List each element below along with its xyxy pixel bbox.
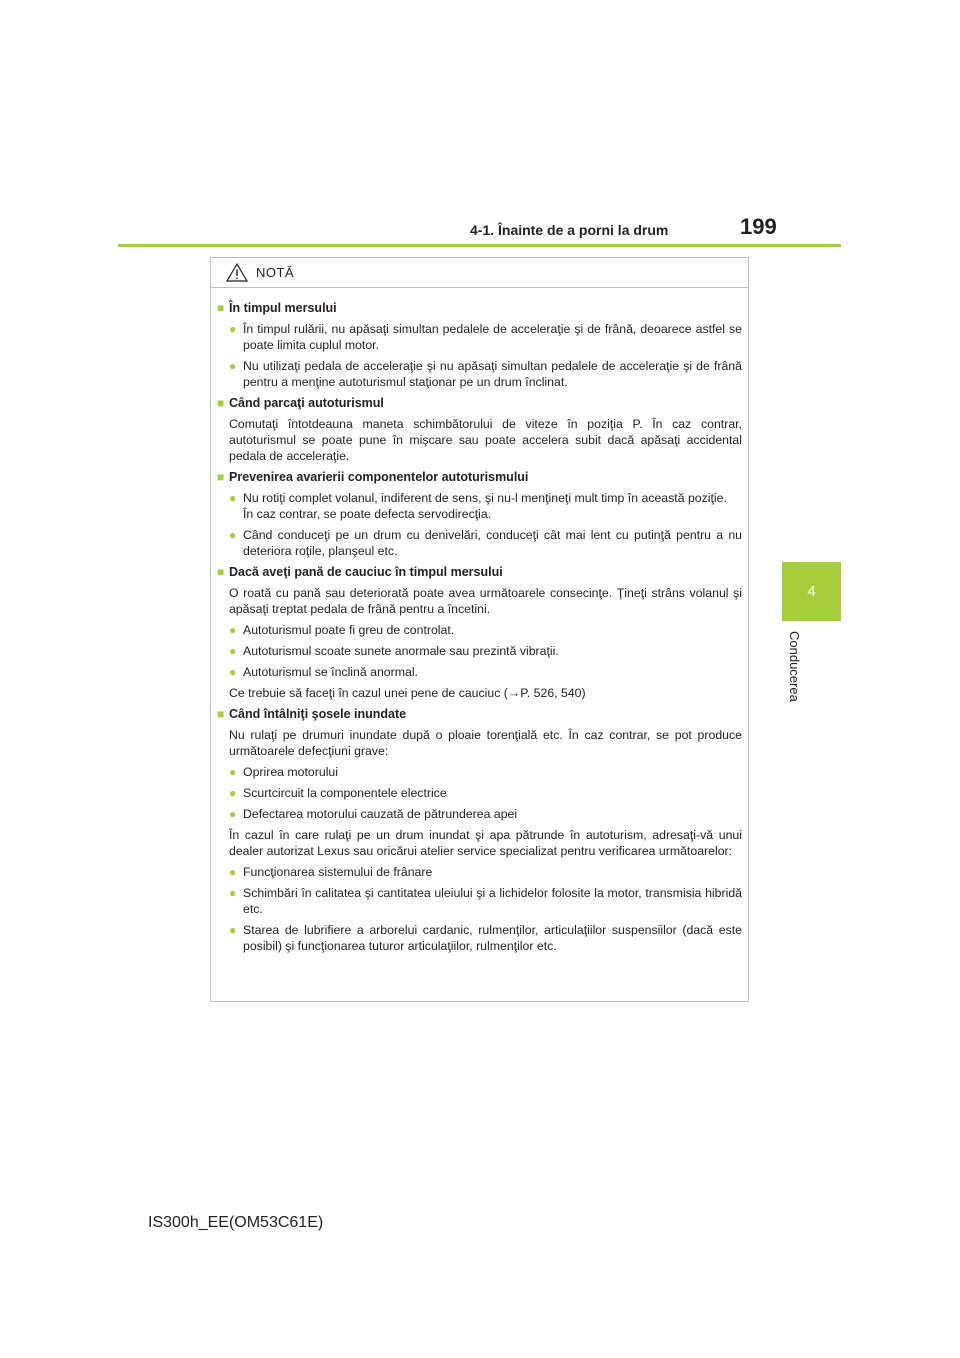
note-header	[211, 258, 748, 288]
list-item-text: Autoturismul se înclină anormal.	[243, 665, 418, 679]
paragraph: În cazul în care rulaţi pe un drum inundat şi apa pătrunde în autoturism, adresaţi-vă unui dealer autorizat Lexus sau oricărui atelier service specializat pentru verificarea următoarelor:	[229, 828, 742, 858]
paragraph: Nu rulaţi pe drumuri inundate după o ploaie torenţială etc. În caz contrar, se pot produce următoarele defecţiuni grave:	[229, 728, 742, 758]
warning-triangle-icon	[226, 263, 248, 282]
section-flooded-roads	[217, 706, 742, 954]
section-heading	[217, 300, 742, 316]
section-title: În timpul mersului	[229, 301, 337, 315]
note-body	[211, 288, 748, 954]
section-parking	[217, 395, 742, 464]
section-flat-tire	[217, 564, 742, 701]
bullet-dot-icon: ●	[229, 623, 237, 637]
list-item	[217, 643, 742, 659]
list-item	[217, 864, 742, 880]
chapter-number: 4	[807, 583, 816, 600]
list-item-text: În timpul rulării, nu apăsaţi simultan pedalele de acceleraţie şi de frână, deoarece astfel se poate limita cuplul motor.	[243, 322, 742, 352]
bullet-dot-icon: ●	[229, 807, 237, 821]
list-item	[217, 321, 742, 353]
bullet-dot-icon: ●	[229, 359, 237, 373]
list-item	[217, 664, 742, 680]
footer-manual-code: IS300h_EE(OM53C61E)	[148, 1214, 324, 1231]
section-heading	[217, 469, 742, 485]
list-item	[217, 490, 742, 522]
list-item	[217, 622, 742, 638]
bullet-dot-icon: ●	[229, 491, 237, 505]
section-title: Când întâlniţi şosele inundate	[229, 707, 407, 721]
section-while-driving	[217, 300, 742, 390]
page-number: 199	[740, 214, 777, 239]
list-item-text: Starea de lubrifiere a arborelui cardanic, rulmenţilor, articulaţiilor suspensiilor (dacă este posibil) şi funcţionarea tuturor articulaţiilor, rulmenţilor etc.	[243, 923, 742, 953]
header-rule	[118, 244, 841, 247]
note-title: NOTĂ	[256, 265, 295, 280]
list-item-text: Oprirea motorului	[243, 765, 338, 779]
bullet-dot-icon: ●	[229, 528, 237, 542]
bullet-dot-icon: ●	[229, 765, 237, 779]
chapter-label: Conducerea	[787, 631, 802, 702]
list-item-text	[243, 490, 742, 522]
list-item-line: Nu rotiţi complet volanul, indiferent de sens, şi nu-l menţineţi mult timp în această poziţie.	[243, 491, 727, 505]
section-heading	[217, 706, 742, 722]
square-bullet-icon: ■	[217, 301, 225, 315]
section-heading	[217, 395, 742, 411]
list-item-text: Când conduceţi pe un drum cu denivelări, conduceţi cât mai lent cu putinţă pentru a nu deteriora roţile, planşeul etc.	[243, 528, 742, 558]
list-item-text: Autoturismul poate fi greu de controlat.	[243, 623, 455, 637]
bullet-dot-icon: ●	[229, 886, 237, 900]
list-item	[217, 785, 742, 801]
list-item-text: Nu utilizaţi pedala de acceleraţie şi nu apăsaţi simultan pedalele de acceleraţie şi de frână pentru a menţine autoturismul staţionar pe un drum înclinat.	[243, 359, 742, 389]
section-title: Prevenirea avarierii componentelor autoturismului	[229, 470, 529, 484]
list-item-text: Scurtcircuit la componentele electrice	[243, 786, 447, 800]
paragraph: O roată cu pană sau deteriorată poate avea următoarele consecinţe. Ţineţi strâns volanul şi apăsaţi treptat pedala de frână pentru a încetini.	[229, 586, 742, 616]
list-item-text: Schimbări în calitatea şi cantitatea uleiului şi a lichidelor folosite la motor, transmisia hibridă etc.	[243, 886, 742, 916]
section-prevent-damage	[217, 469, 742, 559]
page-reference: Ce trebuie să faceţi în cazul unei pene de cauciuc (→P. 526, 540)	[229, 686, 586, 700]
list-item-line: În caz contrar, se poate defecta servodirecţia.	[243, 507, 492, 521]
list-item	[217, 358, 742, 390]
bullet-dot-icon: ●	[229, 786, 237, 800]
list-item	[217, 527, 742, 559]
bullet-dot-icon: ●	[229, 322, 237, 336]
list-item-text: Defectarea motorului cauzată de pătrunderea apei	[243, 807, 518, 821]
square-bullet-icon: ■	[217, 707, 225, 721]
bullet-dot-icon: ●	[229, 923, 237, 937]
chapter-tab	[782, 562, 841, 621]
square-bullet-icon: ■	[217, 470, 225, 484]
list-item	[217, 764, 742, 780]
section-heading	[217, 564, 742, 580]
square-bullet-icon: ■	[217, 396, 225, 410]
bullet-dot-icon: ●	[229, 665, 237, 679]
paragraph: Comutaţi întotdeauna maneta schimbătorului de viteze în poziţia P. În caz contrar, autoturismul se poate pune în mişcare sau poate accelera subit dacă apăsaţi accidental pedala de acceleraţie.	[229, 417, 742, 463]
list-item-text: Funcţionarea sistemului de frânare	[243, 865, 433, 879]
section-title: Dacă aveţi pană de cauciuc în timpul mersului	[229, 565, 503, 579]
list-item	[217, 922, 742, 954]
square-bullet-icon: ■	[217, 565, 225, 579]
bullet-dot-icon: ●	[229, 644, 237, 658]
note-box	[210, 257, 749, 1002]
list-item	[217, 885, 742, 917]
section-header-title: 4-1. Înainte de a porni la drum	[470, 222, 669, 238]
section-title: Când parcaţi autoturismul	[229, 396, 384, 410]
bullet-dot-icon: ●	[229, 865, 237, 879]
list-item-text: Autoturismul scoate sunete anormale sau prezintă vibraţii.	[243, 644, 559, 658]
list-item	[217, 806, 742, 822]
